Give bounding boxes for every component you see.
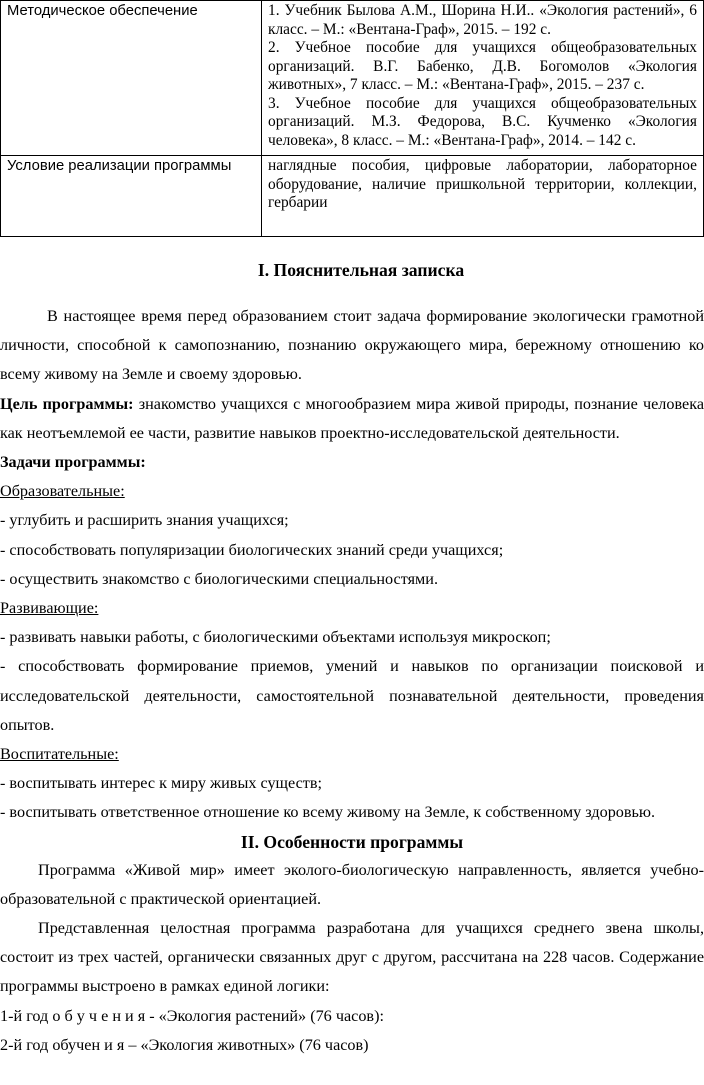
goal-label: Цель программы:: [0, 394, 134, 413]
textbook-item-1: 1. Учебник Былова А.М., Шорина Н.И.. «Экология растений», 6 класс. – М.: «Вентана-Граф», 2015. – 192 с.: [268, 2, 697, 38]
list-item: - осуществить знакомство с биологическими специальностями.: [0, 569, 438, 588]
section-title-explanatory-note: I. Пояснительная записка: [257, 260, 465, 280]
section-title-program-features: II. Особенности программы: [240, 831, 464, 852]
table-cell-value: [262, 1, 704, 156]
section-explanatory-note: [0, 302, 704, 828]
features-paragraph-1: Программа «Живой мир» имеет эколого-биологическую направленность, является учебно-образовательной с практической ориентацией.: [0, 860, 704, 908]
methodology-table: [0, 0, 704, 237]
group-title-educational: Образовательные:: [0, 482, 125, 501]
year-1-line: 1-й год о б у ч е н и я - «Экология растений» (76 часов):: [0, 1006, 384, 1025]
tasks-label: Задачи программы:: [0, 453, 146, 472]
list-item: - углубить и расширить знания учащихся;: [0, 511, 289, 530]
list-item: - способствовать формирование приемов, умений и навыков по организации поисковой и исследовательской деятельности, самостоятельной познавательной деятельности, проведения опытов.: [0, 657, 704, 734]
group-title-upbringing: Воспитательные:: [0, 745, 119, 764]
list-item: - воспитывать ответственное отношение ко всему живому на Земле, к собственному здоровью.: [0, 803, 656, 822]
year-2-line: 2-й год обучен и я – «Экология животных» (76 часов): [0, 1035, 369, 1054]
document-body: [0, 256, 704, 1060]
textbook-item-2: 2. Учебное пособие для учащихся общеобразовательных организаций. В.Г. Бабенко, Д.В. Богомолов «Экология животных», 7 класс. – М.: «Вентана-Граф», 2015. – 237 с.: [268, 39, 697, 93]
table-row: [1, 156, 704, 237]
table-cell-value: наглядные пособия, цифровые лаборатории, лабораторное оборудование, наличие пришкольной территории, коллекции, гербарии: [262, 156, 704, 237]
section-program-features: [0, 856, 704, 1060]
table-row: [1, 1, 704, 156]
goal-paragraph: [0, 390, 704, 448]
table-cell-label: Условие реализации программы: [1, 156, 262, 237]
features-paragraph-2: Представленная целостная программа разработана для учащихся среднего звена школы, состоит из трех частей, органически связанных друг с другом, рассчитана на 228 часов. Содержание программы выстроено в рамках единой логики:: [0, 919, 704, 996]
textbook-item-3: 3. Учебное пособие для учащихся общеобразовательных организаций. М.З. Федорова, В.С. Кучменко «Экология человека», 8 класс. – М.: «Вентана-Граф», 2014. – 142 с.: [268, 94, 697, 149]
table-cell-label: Методическое обеспечение: [1, 1, 262, 156]
list-item: - развивать навыки работы, с биологическими объектами используя микроскоп;: [0, 628, 551, 647]
list-item: - способствовать популяризации биологических знаний среди учащихся;: [0, 540, 504, 559]
intro-paragraph: В настоящее время перед образованием стоит задача формирование экологически грамотной личности, способной к самопознанию, познанию окружающего мира, бережному отношению ко всему живому на Земле и своему здоровью.: [0, 307, 704, 384]
list-item: - воспитывать интерес к миру живых существ;: [0, 774, 322, 793]
group-title-developing: Развивающие:: [0, 599, 99, 618]
goal-text: знакомство учащихся с многообразием мира живой природы, познание человека как неотъемлемой ее части, развитие навыков проектно-исследовательской деятельности.: [0, 394, 704, 442]
